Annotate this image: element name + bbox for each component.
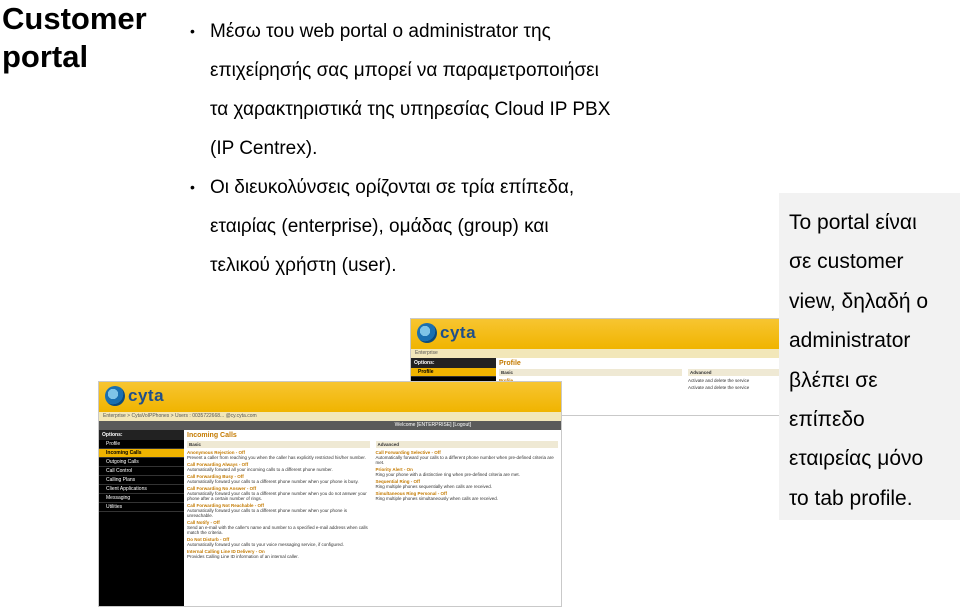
sidebar-item-incoming-calls[interactable]: Incoming Calls	[99, 449, 184, 458]
bullet-dot-icon: •	[190, 23, 195, 39]
feature-description: Provides Calling Line ID information of an internal caller.	[187, 554, 299, 559]
feature-link[interactable]: Call Notify - Off	[187, 520, 220, 525]
callout-line: εταιρείας μόνο	[789, 447, 924, 471]
feature-description: Automatically forward all your incoming calls to a different phone number.	[187, 467, 333, 472]
feature-description: Activate and delete the service	[688, 378, 750, 383]
feature-link[interactable]: Call Forwarding Always - Off	[187, 462, 249, 467]
feature-link[interactable]: Sequential Ring - Off	[375, 479, 420, 484]
feature-description: Automatically forward your calls to your voice messaging service, if configured.	[187, 542, 344, 547]
sidebar-item-client-applications[interactable]: Client Applications	[99, 485, 184, 494]
callout-box	[779, 193, 960, 520]
feature-description: Ring multiple phones simultaneously when calls are received.	[375, 496, 499, 501]
feature-description: Ring multiple phones sequentially when calls are received.	[375, 484, 493, 489]
feature-description: Automatically forward your calls to a different phone number when your phone is unreachable.	[187, 508, 348, 518]
feature-link[interactable]: Call Forwarding Selective - Off	[375, 450, 441, 455]
sidebar-item-profile[interactable]: Profile	[99, 440, 184, 449]
column-header: Advanced	[688, 369, 871, 376]
feature-description: Automatically forward your calls to a different phone number when pre-defined criteria are met.	[375, 455, 554, 465]
advanced-column	[376, 441, 559, 561]
feature-link[interactable]: Call Forwarding No Answer - Off	[187, 486, 257, 491]
feature-link[interactable]: Do Not Disturb - Off	[187, 537, 230, 542]
sidebar-item-utilities[interactable]: Utilities	[99, 503, 184, 512]
callout-line: Το portal είναι	[789, 211, 917, 234]
feature-link[interactable]: Call Forwarding Not Reachable - Off	[187, 503, 265, 508]
callout-line: administrator	[789, 329, 911, 353]
portal-header	[99, 382, 561, 412]
bullet-line: τελικού χρήστη (user).	[210, 255, 397, 276]
feature-description: Automatically forward your calls to a different phone number when your phone is busy.	[187, 479, 359, 484]
cyta-logo-text: cyta	[440, 323, 477, 342]
column-header: Basic	[499, 369, 682, 376]
bullet-line: Μέσω του web portal ο administrator της	[210, 21, 551, 42]
feature-link[interactable]: Internal Calling Line ID Delivery - On	[187, 549, 265, 554]
bullet-line: εταιρίας (enterprise), ομάδας (group) και	[210, 216, 549, 237]
callout-line: σε customer	[789, 250, 904, 274]
cyta-logo	[105, 386, 164, 406]
column-header: Advanced	[376, 441, 559, 448]
breadcrumb: Enterprise	[411, 349, 874, 358]
breadcrumb: Enterprise > CytaVoIPPhones > Users : 0035722668... @cy.cyta.com	[99, 412, 561, 421]
feature-link[interactable]: Simultaneous Ring Personal - Off	[375, 491, 448, 496]
sidebar-item-call-control[interactable]: Call Control	[99, 467, 184, 476]
portal-main	[184, 430, 561, 607]
bullet-line: επιχείρησής σας μπορεί να παραμετροποιήσει	[210, 60, 599, 81]
portal-sidebar	[99, 430, 184, 607]
feature-link[interactable]: Call Forwarding Busy - Off	[187, 474, 244, 479]
bullet-line: τα χαρακτηριστικά της υπηρεσίας Cloud IP PBX	[210, 99, 611, 120]
sidebar-header: Options:	[411, 358, 496, 368]
slide-title-line: portal	[2, 39, 89, 74]
callout-line: βλέπει σε	[789, 368, 878, 392]
sidebar-item-profile[interactable]: Profile	[411, 368, 496, 377]
basic-column	[187, 441, 370, 561]
sidebar-item-outgoing-calls[interactable]: Outgoing Calls	[99, 458, 184, 467]
slide-title	[2, 0, 172, 76]
incoming-calls-screenshot	[98, 381, 562, 607]
sidebar-header: Options:	[99, 430, 184, 440]
bullet-dot-icon: •	[190, 179, 195, 195]
bullet-line: (IP Centrex).	[210, 138, 318, 159]
bullet-item	[188, 168, 788, 285]
callout-line: το tab profile.	[789, 486, 913, 510]
welcome-bar	[99, 421, 561, 430]
feature-link[interactable]: Priority Alert - On	[375, 467, 413, 472]
cyta-logo-icon	[105, 386, 125, 406]
callout-line: view, δηλαδή ο	[789, 289, 929, 313]
page-title: Incoming Calls	[187, 432, 237, 439]
bullet-list	[188, 12, 788, 285]
feature-description: Ring your phone with a distinctive ring when pre-defined criteria are met.	[375, 472, 520, 477]
column-header: Basic	[187, 441, 370, 448]
feature-link[interactable]: Anonymous Rejection - Off	[187, 450, 246, 455]
cyta-logo	[417, 323, 476, 343]
slide-title-line: Customer	[2, 1, 147, 36]
feature-description: Automatically forward your calls to a different phone number when you do not answer your phone after a certain number of rings.	[187, 491, 367, 501]
bullet-line: Οι διευκολύνσεις ορίζονται σε τρία επίπεδα,	[210, 177, 575, 198]
sidebar-item-messaging[interactable]: Messaging	[99, 494, 184, 503]
feature-description: Send an e-mail with the caller's name and number to a specified e-mail address when calls match the criteria.	[187, 525, 368, 535]
feature-description: Activate and delete the service	[688, 385, 750, 390]
cyta-logo-text: cyta	[128, 386, 165, 405]
page-title: Profile	[499, 360, 521, 367]
cyta-logo-icon	[417, 323, 437, 343]
welcome-text: Welcome [ENTERPRISE] [Logout]	[394, 422, 471, 428]
callout-line: επίπεδο	[789, 408, 865, 432]
bullet-item	[188, 12, 788, 168]
feature-description: Prevent a caller from reaching you when the caller has explicitly restricted his/her number.	[187, 455, 366, 460]
sidebar-item-calling-plans[interactable]: Calling Plans	[99, 476, 184, 485]
